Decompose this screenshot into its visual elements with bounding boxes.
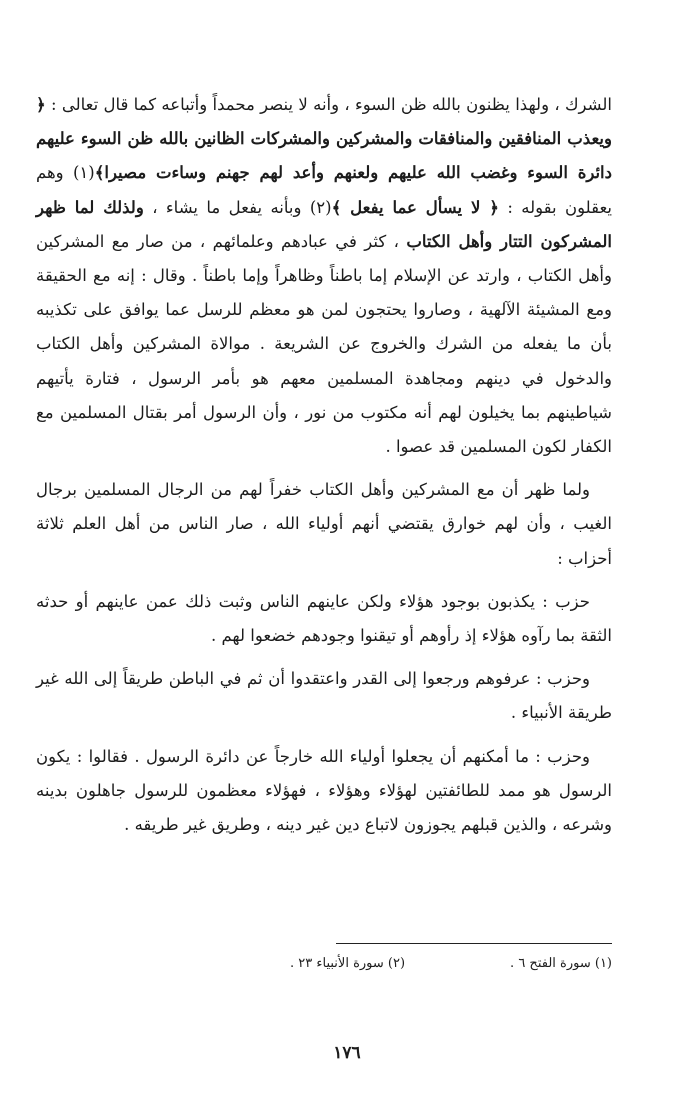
text-segment: وحزب : ما أمكنهم أن يجعلوا أولياء الله خارجاً عن دائرة الرسول . فقالوا : يكون الرسول هو ممد للطائفتين لهؤلاء وهؤلاء ، فهؤلاء معظمون للرسول جاهلون بدينه وشرعه ، والذين قبلهم يجوزون لاتباع دين غير دينه ، وطريق غير طريقه . bbox=[36, 746, 612, 835]
paragraph bbox=[36, 473, 612, 576]
paragraph bbox=[36, 585, 612, 653]
text-segment: ولما ظهر أن مع المشركين وأهل الكتاب خفراً لهم من الرجال المسلمين برجال الغيب ، وأن لهم خوارق يقتضي أنهم أولياء الله ، صار الناس من أهل العلم ثلاثة أحزاب : bbox=[36, 480, 612, 568]
text-segment: الشرك ، ولهذا يظنون بالله ظن السوء ، وأنه لا ينصر محمداً وأتباعه كما قال تعالى : bbox=[45, 95, 612, 114]
text-segment: ، كثر في عبادهم وعلمائهم ، من صار مع المشركين وأهل الكتاب ، وارتد عن الإسلام إما باطناً وظاهراً وإما باطناً . وقال : إنه مع الحقيقة ومع المشيئة الآلهية ، وصاروا يحتجون لمن هو معظم للرسل عما يوافق على تكذيبه بأن ما يفعله من الشرك والخروج عن الشريعة . موالاة المشركين وأهل الكتاب والدخول في دينهم ومجاهدة المسلمين معهم هو بأمر الرسول ، فتارة يأتيهم شياطينهم بما يخيلون لهم أنه مكتوب من نور ، وأن الرسول أمر بقتال المسلمين مع الكفار لكون المسلمين قد عصوا . bbox=[36, 231, 612, 457]
footnote-separator bbox=[336, 943, 612, 944]
footnote-1: (١) سورة الفتح ٦ . bbox=[510, 956, 612, 971]
footnotes bbox=[290, 952, 612, 976]
footnote-2: (٢) سورة الأنبياء ٢٣ . bbox=[290, 956, 406, 971]
main-text-body bbox=[36, 88, 612, 842]
paragraph bbox=[36, 662, 612, 730]
paragraph bbox=[36, 740, 612, 843]
text-segment: وحزب : عرفوهم ورجعوا إلى القدر واعتقدوا أن ثم في الباطن طريقاً إلى الله غير طريقة الأنبياء . bbox=[36, 669, 612, 723]
paragraph bbox=[36, 88, 612, 464]
text-segment: حزب : يكذبون بوجود هؤلاء ولكن عاينهم الناس وثبت ذلك عمن عاينهم أو حدثه الثقة بما رآوه هؤلاء إذ رأوهم أو تيقنوا وجودهم خضعوا لهم . bbox=[36, 591, 612, 646]
text-segment: (٢) وبأنه يفعل ما يشاء ، bbox=[143, 197, 332, 217]
bold-text-segment: ولذلك لما ظهر المشركون التتار وأهل الكتاب bbox=[36, 197, 612, 251]
bold-text-segment: ﴿ ويعذب المنافقين والمنافقات والمشركين والمشركات الظانين بالله ظن السوء عليهم دائرة السوء وغضب الله عليهم ولعنهم وأعد لهم جهنم وساءت مصيرا﴾ bbox=[36, 95, 612, 183]
bold-text-segment: ﴿ لا يسأل عما يفعل ﴾ bbox=[331, 197, 499, 217]
page-number: ١٧٦ bbox=[333, 1043, 361, 1063]
text-segment: (١) وهم يعقلون بقوله : bbox=[36, 163, 613, 217]
